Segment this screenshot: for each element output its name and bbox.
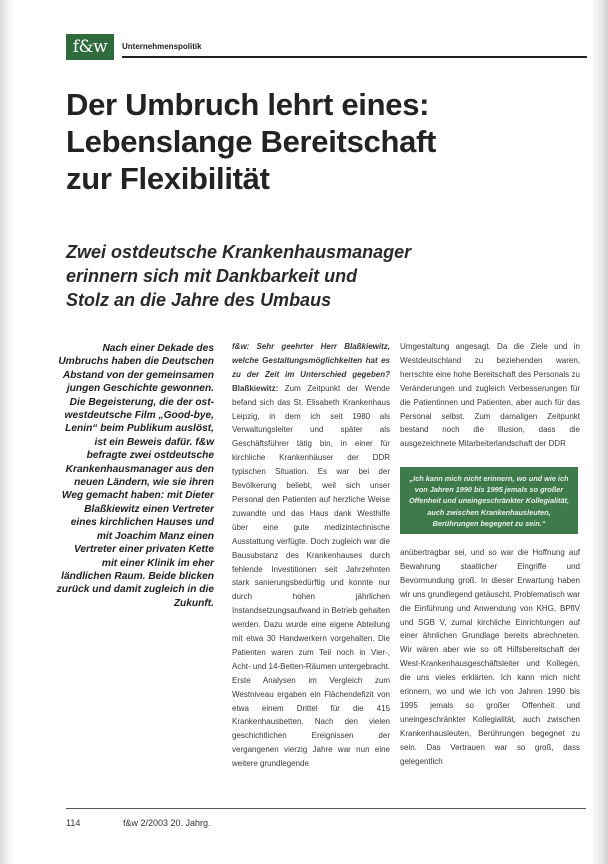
page-number: 114 — [66, 818, 81, 828]
article-subtitle — [66, 240, 566, 312]
title-line: Lebenslange Bereitschaft — [66, 124, 437, 159]
column-text: Umgestaltung angesagt. Da die Ziele und in Westdeutschland zu beziehenden waren, herrschte eine hohe Bereitschaft des Personals zu Veränderungen und zugleich Verbesserungen für die Patientinnen und Patienten, aber auch für das Personal selbst. Zum damaligen Zeitpunkt bestand noch die Illusion, dass die ausgezeichnete Mitarbeiterlandschaft der DDR — [400, 342, 580, 449]
intro-text: Nach einer Dekade des Umbruchs haben die Deutschen Abstand von der gemeinsamen jungen Geschichte gewonnen. Die Begeisterung, die der ost-westdeutsche Film „Good-bye, Lenin“ beim Publikum auslöst, ist ein Beweis dafür. f&w befragte zwei ostdeutsche Krankenhausmanager aus den neuen Ländern, wie sie ihren Weg gemacht haben: mit Dieter Blaßkiewitz einen Vertreter eines kirchlichen Hauses und mit Joachim Manz einen Vertreter einer privaten Kette mit einer Klinik im eher ländlichen Raum. Beide blicken zurück und damit zugleich in die Zukunft. — [56, 343, 214, 609]
column-text: anübertragbar sei, und so war die Hoffnung auf Bewahrung staatlicher Eingriffe und Bevormundung groß. In dieser Erwartung haben wir uns grundlegend getäuscht. Problematisch war die Einführung und Anwendung von KHG, BPflV und SGB V, zumal kirchliche Einrichtungen auf einer ähnlichen Grundlage bereits abrechneten. Wir wären aber wie so oft Hilfsbereitschaft der West-Krankenhausgeschäftsleiter und Kollegen, die uns vieles erklärten. Ich kann mich nicht erinnern, wo und wie ich von Jahren 1990 bis 1995 jemals so großer Offenheit und uneingeschränkter Kollegialität, auch zwischen Krankenhausleuten, Berührungen begegnet zu sein. Das Vertrauen war so groß, dass gelegentlich — [400, 548, 580, 766]
footer-rule — [66, 808, 586, 809]
subtitle-line: erinnern sich mit Dankbarkeit und — [66, 266, 358, 286]
article-title — [66, 86, 586, 197]
interview-question: f&w: Sehr geehrter Herr Blaßkiewitz, welche Gestaltungsmöglichkeiten hat es zu der Zeit im Unterschied gegeben? — [232, 342, 390, 379]
article-column-3-bottom — [400, 546, 580, 769]
section-label: Unternehmenspolitik — [122, 42, 202, 51]
header-rule — [122, 56, 587, 58]
title-line: Der Umbruch lehrt eines: — [66, 87, 430, 122]
magazine-logo: f&w — [66, 34, 114, 60]
title-line: zur Flexibilität — [66, 161, 270, 196]
interview-answer: Zum Zeitpunkt der Wende befand sich das St. Elisabeth Krankenhaus Leipzig, in dem ich seit 1980 als Verwaltungsleiter und später als Geschäftsführer tätig bin, in einer für kirchliche Krankenhäuser der DDR typischen Situation. Es war bei der Bevölkerung beliebt, weil sich unser Personal den Patienten auf herzliche Weise zuwandte und das Haus dank Westhilfe über eine gute medizintechnische Ausstattung verfügte. Doch zugleich war die Bausubstanz des Krankenhauses durch fehlende Investitionen seit Jahrzehnten stark sanierungsbedürftig und konnte nur durch hohen jährlichen Instandsetzungsaufwand in Betrieb gehalten werden. Dazu wurde eine eigene Abteilung mit etwa 30 Handwerkern vorgehalten. Die Patienten waren zum Teil noch in Vier-, Acht- und 14-Betten-Räumen untergebracht. Erste Analysen im Vergleich zum Westniveau ergaben ein Flächendefizit von etwa einem Drittel für die 415 Krankenhausbetten. Nach den vielen geschichtlichen Ereignissen der vergangenen vierzig Jahre war nun eine weitere grundlegende — [232, 383, 390, 769]
article-column-3-top — [400, 340, 580, 451]
speaker-name: Blaßkiewitz: — [232, 383, 279, 393]
subtitle-line: Zwei ostdeutsche Krankenhausmanager — [66, 242, 412, 262]
pull-quote: „Ich kann mich nicht erinnern, wo und wie ich von Jahren 1990 bis 1995 jemals so großer Offenheit und uneingeschränkter Kollegialität, auch zwischen Krankenhausleuten, Berührungen begegnet zu sein.“ — [400, 467, 578, 534]
subtitle-line: Stolz an die Jahre des Umbaus — [66, 290, 332, 310]
issue-info: f&w 2/2003 20. Jahrg. — [123, 818, 211, 828]
article-column-2 — [232, 340, 390, 771]
